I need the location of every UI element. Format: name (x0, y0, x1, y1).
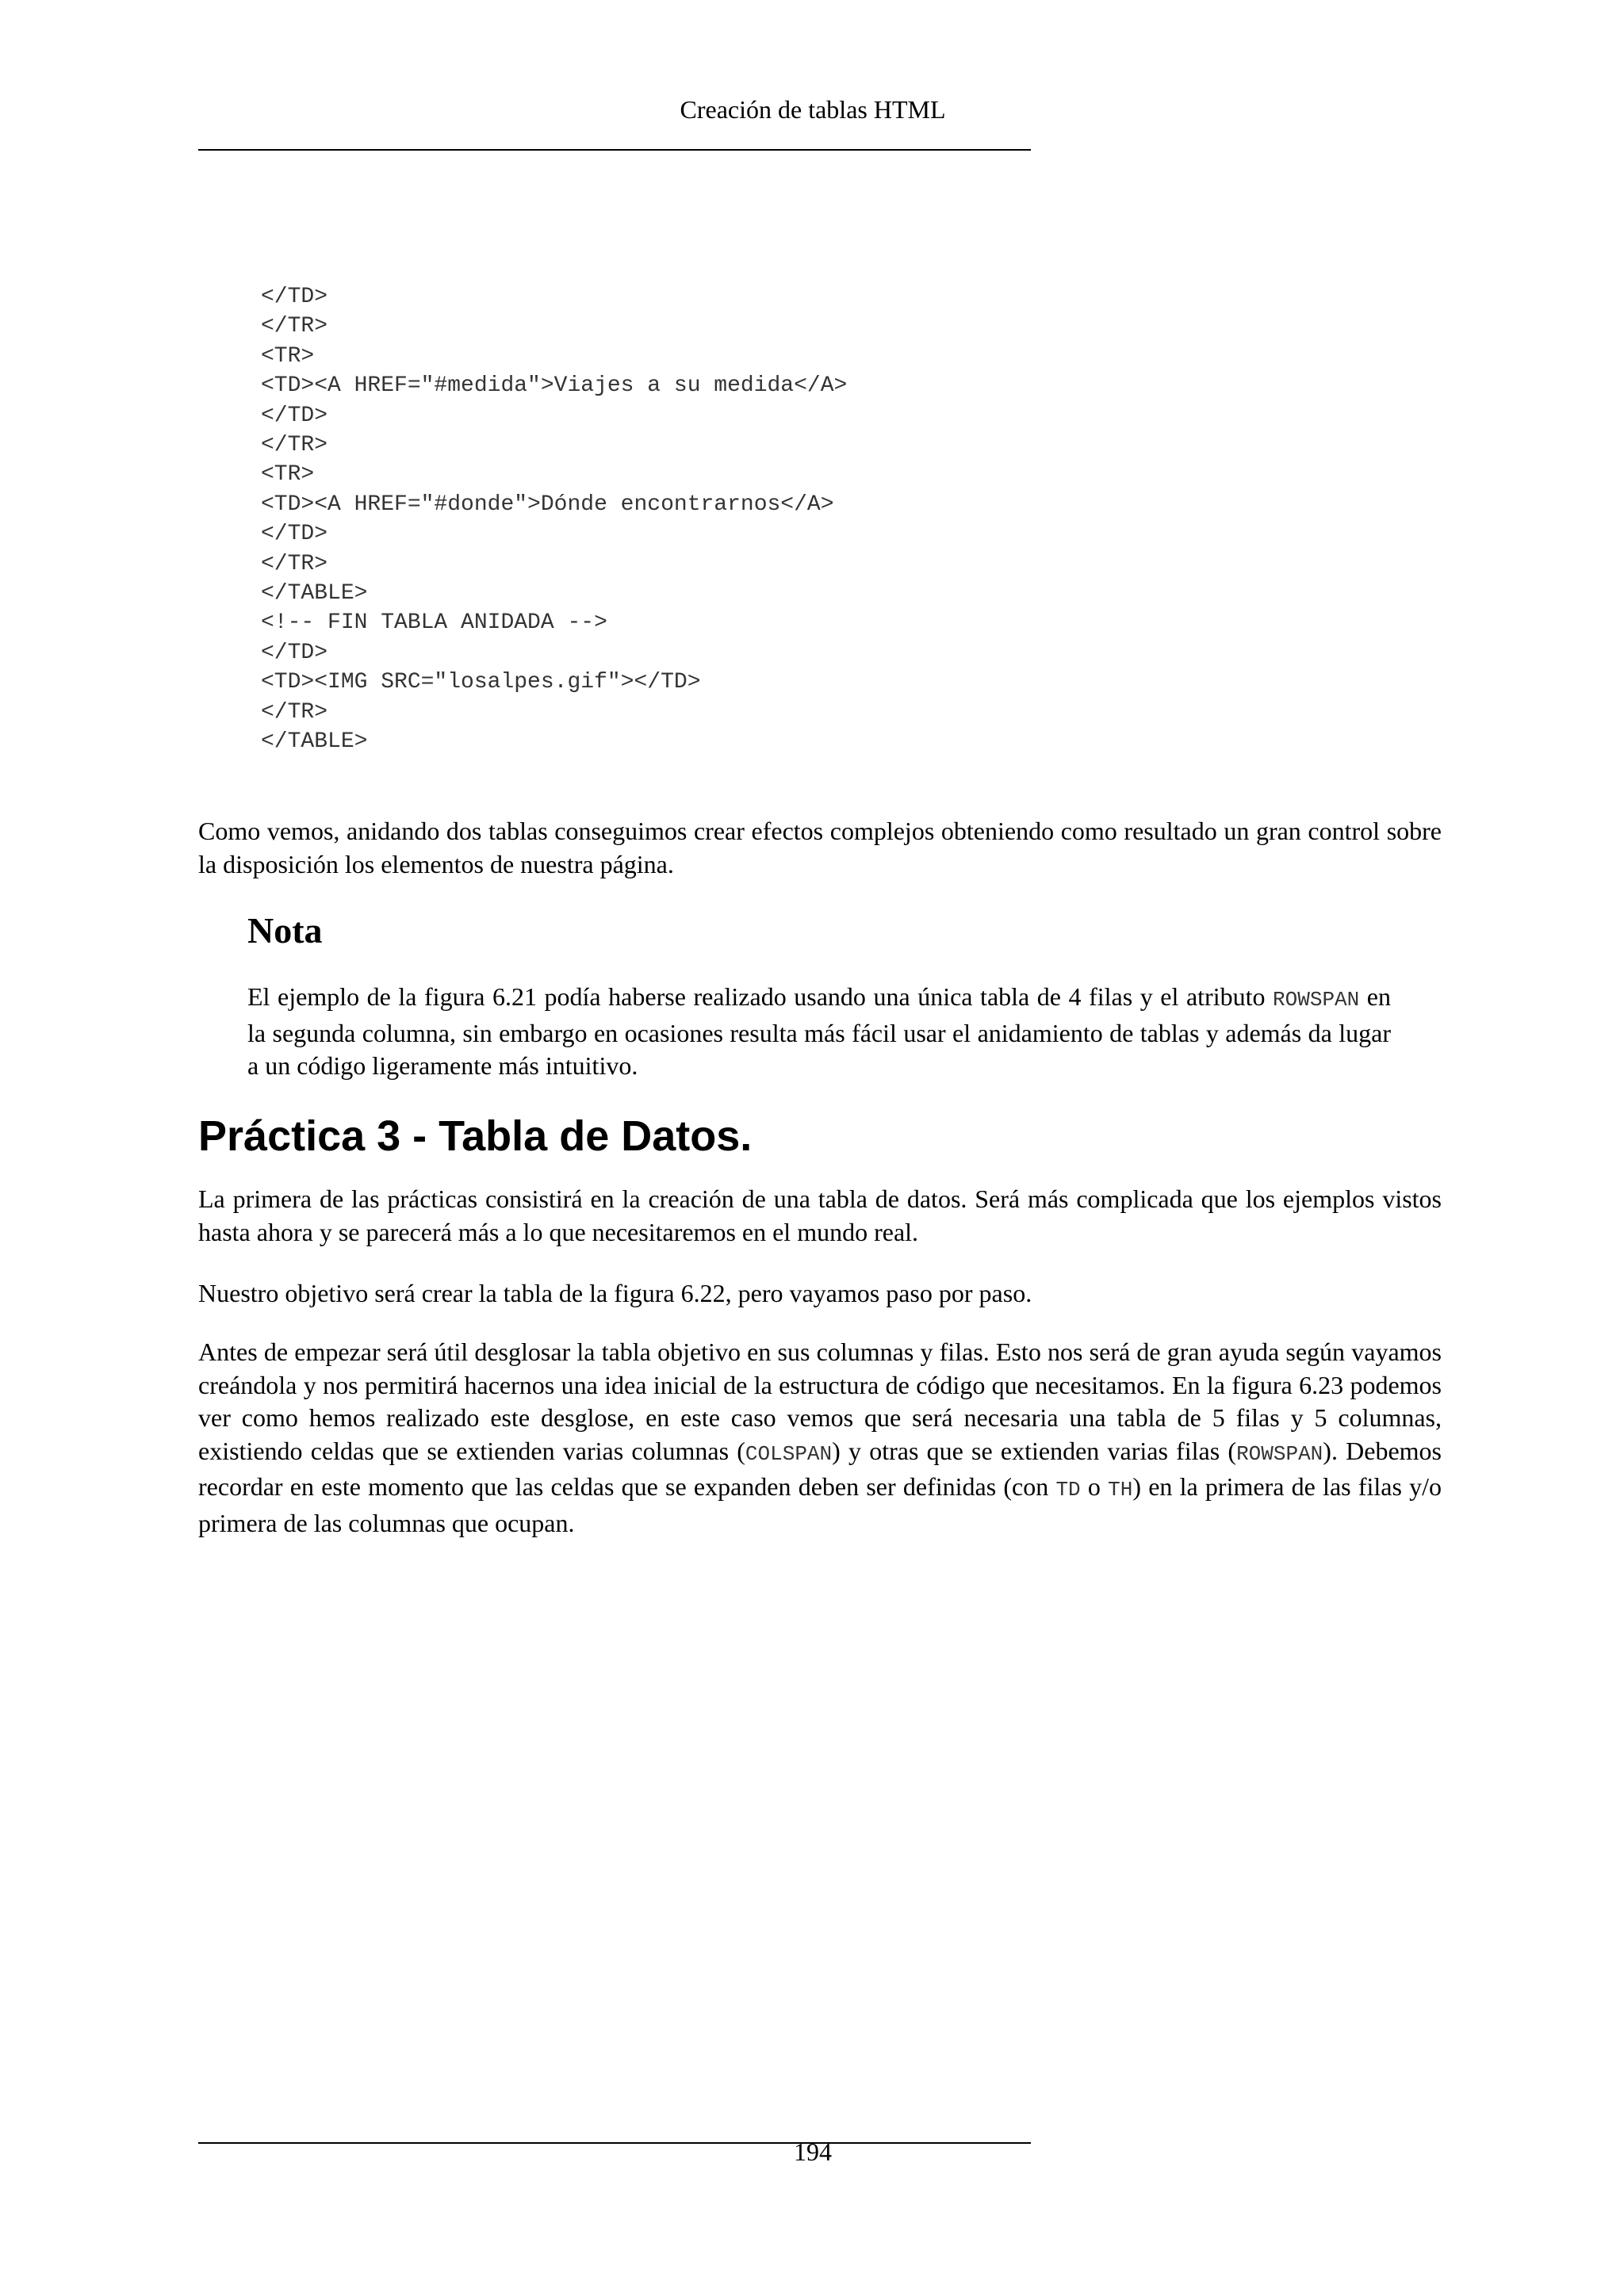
code-th: TH (1108, 1478, 1133, 1502)
note-heading: Nota (247, 910, 323, 951)
code-rowspan: ROWSPAN (1236, 1441, 1323, 1466)
code-colspan: COLSPAN (745, 1441, 833, 1466)
note-text (247, 981, 1391, 1083)
footer-rule (198, 2142, 1031, 2144)
paragraph-text-part: ) en la primera de las filas y/o primera de las columnas que ocupan. (198, 1472, 1442, 1537)
paragraph-text-part: ). Debemos recordar en este momento que las celdas que se expanden deben ser definidas (con (198, 1436, 1442, 1501)
section-paragraph-2: Nuestro objetivo será crear la tabla de la figura 6.22, pero vayamos paso por paso. (198, 1279, 1032, 1307)
code-listing: </TD> </TR> <TR> <TD><A HREF="#medida">Viajes a su medida</A> </TD> </TR> <TR> <TD><A HREF="#donde">Dónde encontrarnos</A> </TD> </TR> </TABLE> <!-- FIN TABLA ANIDADA --> </TD> <TD><IMG SRC="losalpes.gif"></TD> </TR> </TABLE> (261, 285, 848, 755)
note-text-part: El ejemplo de la figura 6.21 podía haberse realizado usando una única tabla de 4 filas y el atributo (247, 982, 1274, 1011)
note-code-rowspan: ROWSPAN (1273, 988, 1360, 1012)
paragraph-text-part: o (1080, 1472, 1109, 1501)
section-paragraph-3 (198, 1336, 1442, 1540)
page-number: 194 (794, 2137, 832, 2166)
paragraph-text-part: ) y otras que se extienden varias filas ( (832, 1436, 1237, 1465)
paragraph-text-part: Antes de empezar será útil desglosar la tabla objetivo en sus columnas y filas. Esto nos será de gran ayuda según vayamos creándola y nos permitirá hacernos una idea inicial de la estructura de código que necesitamos. En la figura 6.23 podemos ver como hemos realizado este desglose, en este caso vemos que será necesaria una tabla de 5 filas y 5 columnas, existiendo celdas que se extienden varias columnas ( (198, 1337, 1442, 1465)
running-header: Creación de tablas HTML (680, 95, 946, 124)
code-td: TD (1055, 1478, 1081, 1502)
intro-paragraph: Como vemos, anidando dos tablas conseguimos crear efectos complejos obteniendo como resultado un gran control sobre la disposición los elementos de nuestra página. (198, 817, 1442, 878)
section-heading: Práctica 3 - Tabla de Datos. (198, 1112, 753, 1160)
header-rule (198, 149, 1031, 151)
section-paragraph-1: La primera de las prácticas consistirá en la creación de una tabla de datos. Será más complicada que los ejemplos vistos hasta ahora y se parecerá más a lo que necesitaremos en el mundo real. (198, 1184, 1442, 1246)
note-text-part: en la segunda columna, sin embargo en ocasiones resulta más fácil usar el anidamiento de tablas y además da lugar a un código ligeramente más intuitivo. (247, 982, 1392, 1080)
